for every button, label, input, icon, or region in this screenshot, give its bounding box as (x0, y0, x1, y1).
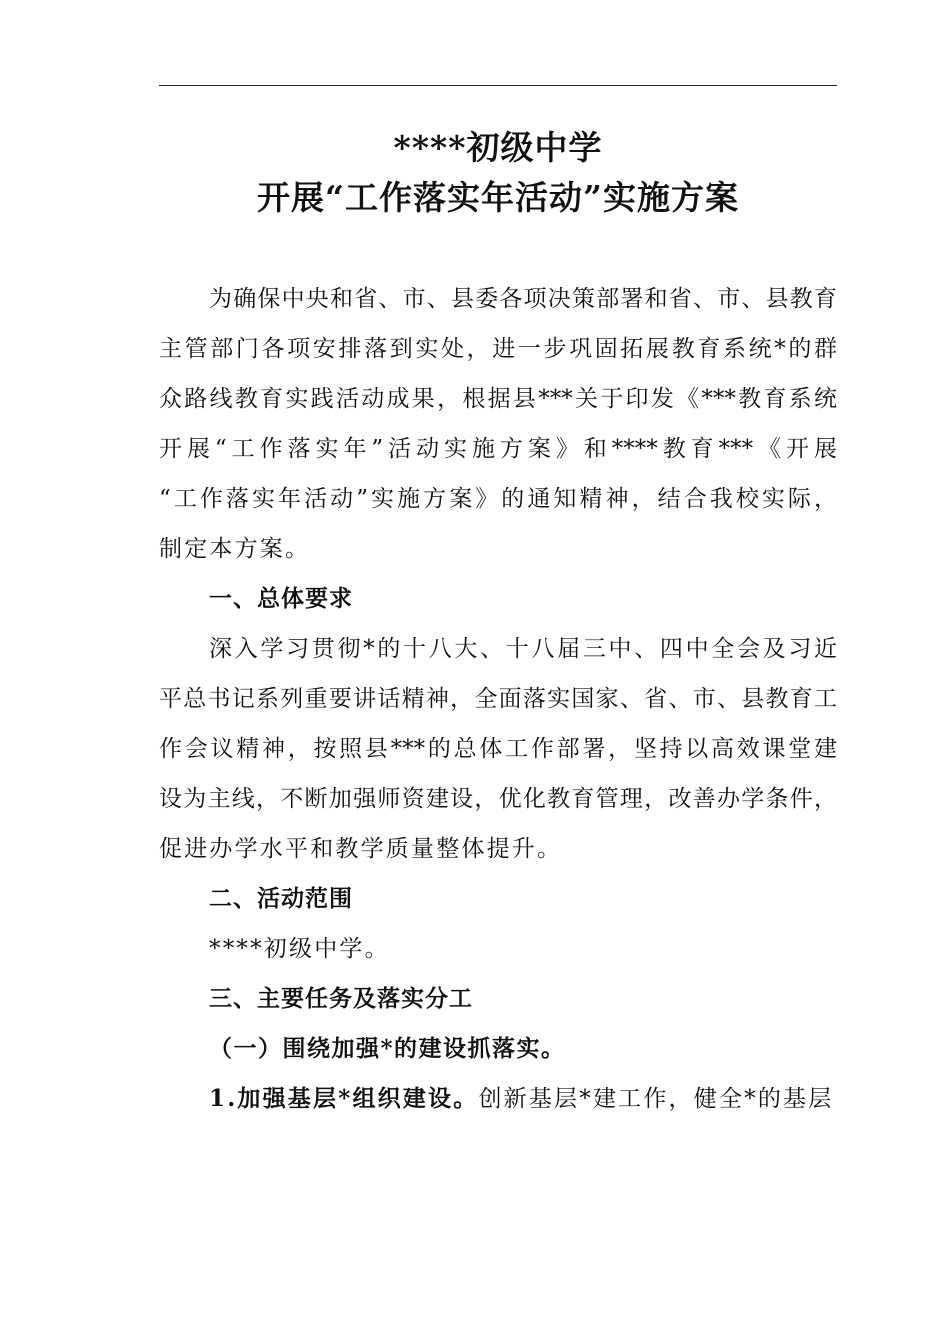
document-title-line2: 开展“工作落实年活动”实施方案 (257, 178, 739, 217)
item-title: 1.加强基层*组织建设。 (209, 1085, 479, 1112)
section1-line: 深入学习贯彻*的十八大、十八届三中、四中全会及习近 (209, 636, 837, 662)
intro-line: 开展“工作落实年”活动实施方案》和****教育***《开展 (159, 436, 837, 462)
section-heading: 三、主要任务及落实分工 (209, 986, 473, 1012)
intro-line: 众路线教育实践活动成果，根据县***关于印发《***教育系统 (159, 386, 837, 412)
intro-line: “工作落实年活动”实施方案》的通知精神，结合我校实际， (159, 486, 837, 512)
item-line (209, 1084, 837, 1114)
section1-line: 平总书记系列重要讲话精神，全面落实国家、省、市、县教育工 (159, 686, 837, 712)
intro-line: 为确保中央和省、市、县委各项决策部署和省、市、县教育 (209, 286, 837, 312)
subsection-heading: （一）围绕加强*的建设抓落实。 (209, 1035, 566, 1062)
section-heading: 一、总体要求 (209, 586, 353, 612)
intro-line: 制定本方案。 (159, 536, 311, 562)
section1-line: 设为主线，不断加强师资建设，优化教育管理，改善办学条件， (159, 786, 837, 812)
intro-line: 主管部门各项安排落到实处，进一步巩固拓展教育系统*的群 (159, 336, 837, 362)
item-text: 创新基层*建工作，健全*的基层 (478, 1086, 834, 1112)
document-title-line1: ****初级中学 (393, 128, 603, 167)
section2-text: ****初级中学。 (209, 936, 390, 962)
header-rule (159, 85, 837, 86)
section1-line: 作会议精神，按照县***的总体工作部署，坚持以高效课堂建 (159, 736, 837, 762)
section-heading: 二、活动范围 (209, 886, 353, 912)
section1-line: 促进办学水平和教学质量整体提升。 (159, 836, 563, 862)
